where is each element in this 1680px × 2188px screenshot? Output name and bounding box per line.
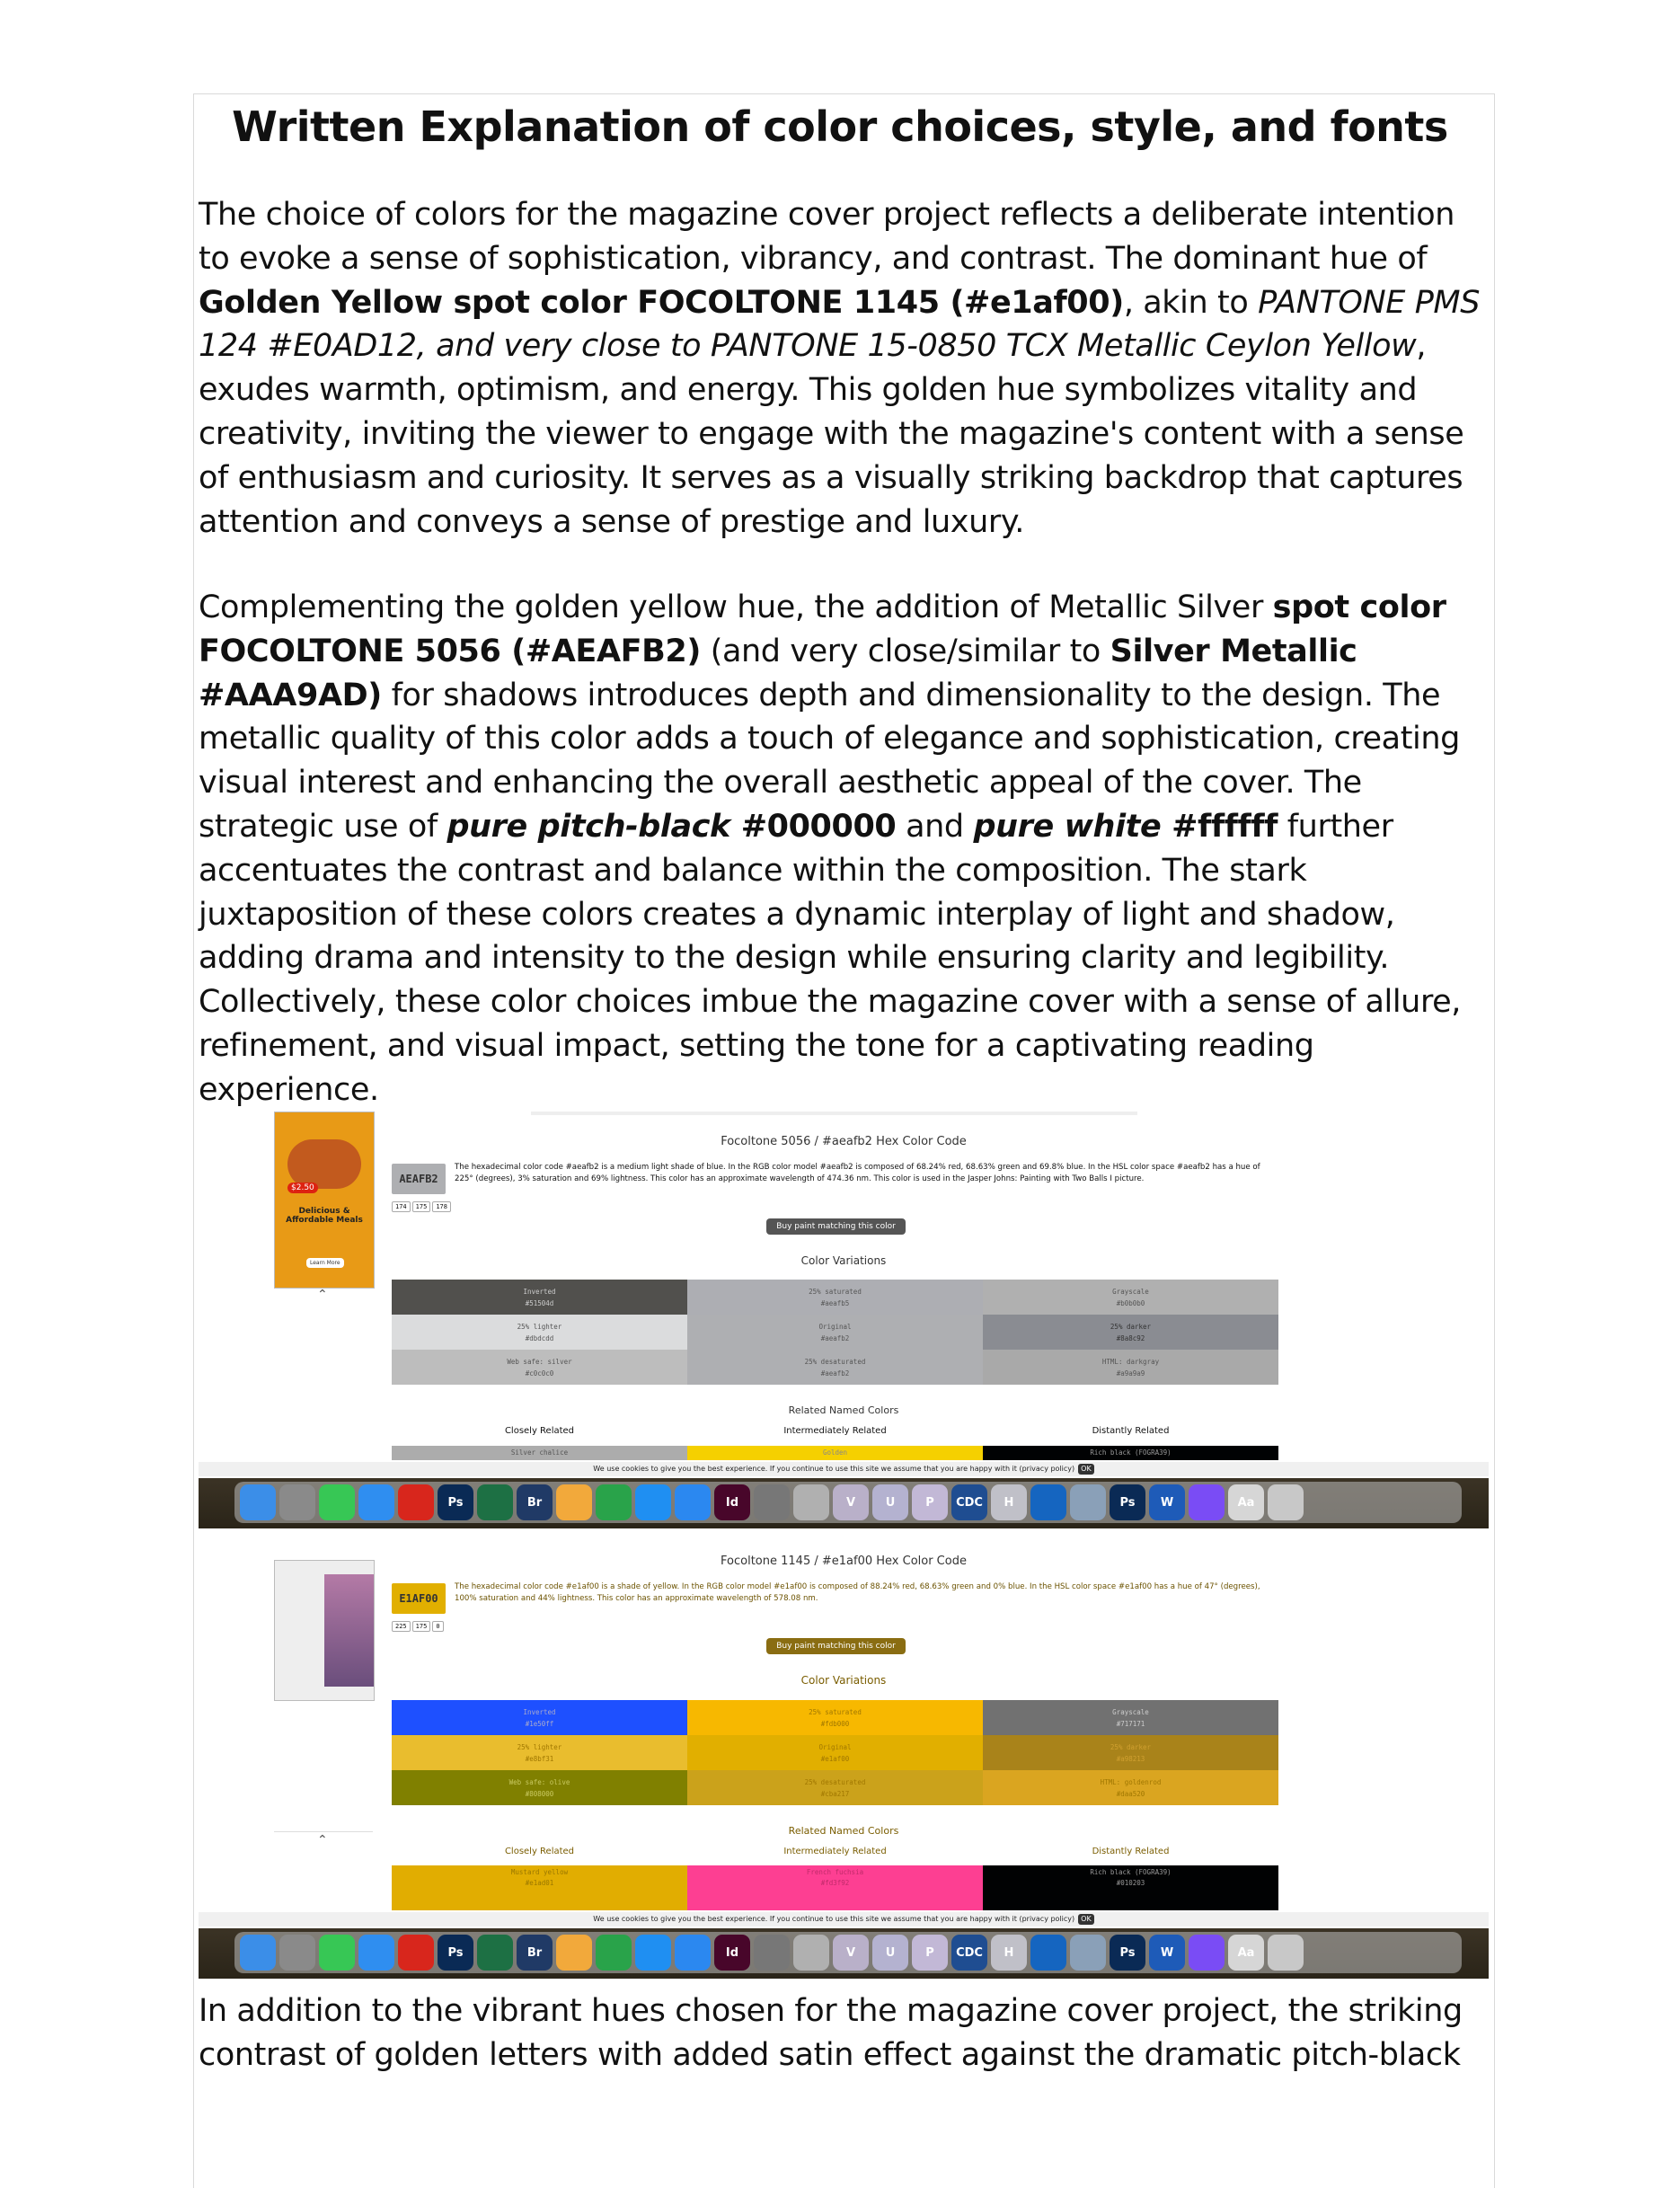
related-color-cell[interactable]: Rich black (FOGRA39) — [983, 1446, 1278, 1460]
color-variation-cell[interactable]: 25% darker #a98213 — [983, 1735, 1278, 1770]
color-variations-title: Color Variations — [800, 1674, 887, 1687]
car-icon[interactable] — [793, 1935, 829, 1971]
ad-price: $2.50 — [287, 1183, 318, 1193]
color-variation-cell[interactable]: Inverted #1e50ff — [392, 1700, 687, 1735]
numbers-icon[interactable] — [596, 1935, 632, 1971]
color-variation-cell[interactable]: Grayscale #b0b0b0 — [983, 1280, 1278, 1315]
photos-icon[interactable] — [556, 1935, 592, 1971]
mac-dock — [199, 1928, 1489, 1979]
page-title: Written Explanation of color choices, style, and fonts — [232, 102, 1448, 151]
hex-swatch: E1AF00 — [392, 1583, 446, 1614]
cookie-ok-button[interactable]: OK — [1078, 1464, 1094, 1475]
indesign-icon[interactable]: Id — [714, 1484, 750, 1520]
rgb-values: 225 175 0 — [392, 1621, 446, 1632]
rgb-values: 174 175 178 — [392, 1201, 453, 1212]
settings-icon[interactable] — [754, 1935, 790, 1971]
safari-icon[interactable] — [675, 1484, 711, 1520]
cookie-banner: We use cookies to give you the best experience. If you continue to use this site we assume that you are happy with it (privacy policy) OK — [199, 1912, 1489, 1927]
color-page-header: Focoltone 1145 / #e1af00 Hex Color Code — [721, 1555, 967, 1568]
color-variation-cell[interactable]: Web safe: olive #808000 — [392, 1770, 687, 1805]
mac-dock — [199, 1478, 1489, 1528]
app-store-icon[interactable] — [635, 1484, 671, 1520]
p-app-icon[interactable]: P — [912, 1484, 948, 1520]
color-variations-title: Color Variations — [800, 1254, 887, 1267]
messages-icon[interactable] — [319, 1484, 355, 1520]
messenger-icon[interactable] — [1189, 1484, 1225, 1520]
screenshot-focoltone-1145 — [199, 1535, 1489, 1993]
settings-icon[interactable] — [754, 1484, 790, 1520]
related-color-cell[interactable]: Rich black (FOGRA39) #010203 — [983, 1865, 1278, 1910]
color-variation-cell[interactable]: 25% lighter #dbdcdd — [392, 1315, 687, 1350]
cookie-banner: We use cookies to give you the best experience. If you continue to use this site we assume that you are happy with it (privacy policy) OK — [199, 1462, 1489, 1476]
finder-icon[interactable] — [240, 1935, 276, 1971]
excel-icon[interactable] — [477, 1935, 513, 1971]
color-variation-cell[interactable]: HTML: darkgray #a9a9a9 — [983, 1350, 1278, 1385]
top-bar — [531, 1112, 1137, 1115]
cdc-icon[interactable]: CDC — [951, 1935, 987, 1971]
h-app-icon[interactable]: H — [991, 1935, 1027, 1971]
acrobat-icon[interactable] — [398, 1484, 434, 1520]
related-colors-row — [392, 1865, 1278, 1910]
photoshop-2-icon[interactable]: Ps — [1110, 1484, 1145, 1520]
bridge-icon[interactable]: Br — [517, 1935, 553, 1971]
messages-icon[interactable] — [319, 1935, 355, 1971]
buy-paint-button[interactable]: Buy paint matching this color — [766, 1638, 906, 1654]
color-description: The hexadecimal color code #e1af00 is a shade of yellow. In the RGB color model #e1af00 is composed of 88.24% red, 68.63% green and 0% blue. In the HSL color space #e1af00 has a hue of 47° (degrees), 100% saturation and 44% lightness. This color has an approximate wavelength of 578.08 nm. — [455, 1582, 1260, 1603]
dock-bar — [234, 1932, 1462, 1973]
paragraph-colors-silver: Complementing the golden yellow hue, the addition of Metallic Silver spot color FOCOLTONE 5056 (#AEAFB2) (and very close/similar to Silver Metallic #AAA9AD) for shadows introduces depth and dimensionality to the design. The metallic quality of this color adds a touch of elegance and sophistication, creating visual interest and enhancing the overall aesthetic appeal of the cover. The strategic use of pure pitch-black #000000 and pure white #ffffff further accentuates the contrast and balance within the composition. The stark juxtaposition of these colors creates a dynamic interplay of light and shadow, adding drama and intensity to the design while ensuring clarity and legibility. Collectively, these color choices imbue the magazine cover with a sense of allure, refinement, and visual impact, setting the tone for a captivating reading experience. — [199, 589, 1462, 1108]
cookie-ok-button[interactable]: OK — [1078, 1914, 1094, 1925]
ad-learn-more-button[interactable]: Learn More — [306, 1258, 344, 1268]
acrobat-icon[interactable] — [398, 1935, 434, 1971]
related-colors-title: Related Named Colors — [788, 1404, 899, 1416]
cdc-icon[interactable]: CDC — [951, 1484, 987, 1520]
u-app-icon[interactable]: U — [872, 1935, 908, 1971]
related-colors-title: Related Named Colors — [788, 1825, 899, 1837]
photoshop-icon[interactable]: Ps — [438, 1935, 473, 1971]
color-variation-cell[interactable]: 25% darker #8a8c92 — [983, 1315, 1278, 1350]
related-color-cell[interactable]: Golden — [687, 1446, 983, 1460]
word-icon[interactable]: W — [1149, 1484, 1185, 1520]
related-colors-row — [392, 1446, 1278, 1460]
screenshot-focoltone-5056 — [199, 1112, 1489, 1538]
h-app-icon[interactable]: H — [991, 1484, 1027, 1520]
paragraph-contrast: In addition to the vibrant hues chosen for the magazine cover project, the striking contrast of golden letters with added satin effect against the dramatic pitch-black — [199, 1993, 1463, 2073]
trash-icon[interactable] — [1268, 1484, 1304, 1520]
chevron-up-icon[interactable]: ⌃ — [317, 1288, 328, 1302]
color-variation-cell[interactable]: Inverted #51504d — [392, 1280, 687, 1315]
chevron-up-icon[interactable]: ⌃ — [317, 1833, 328, 1847]
ad-title: Delicious & Affordable Meals — [286, 1207, 363, 1225]
outlook-icon[interactable] — [1030, 1935, 1066, 1971]
paragraph-colors-golden: The choice of colors for the magazine cover project reflects a deliberate intention to evoke a sense of sophistication, vibrancy, and contrast. The dominant hue of Golden Yellow spot color FOCOLTONE 1145 (#e1af00), akin to PANTONE PMS 124 #E0AD12, and very close to PANTONE 15-0850 TCX Metallic Ceylon Yellow, exudes warmth, optimism, and energy. This golden hue symbolizes vitality and creativity, inviting the viewer to engage with the magazine's content with a sense of enthusiasm and curiosity. It serves as a visually striking backdrop that captures attention and conveys a sense of prestige and luxury. — [199, 197, 1481, 540]
outlook-icon[interactable] — [1030, 1484, 1066, 1520]
launchpad-icon[interactable] — [279, 1935, 315, 1971]
photos-icon[interactable] — [556, 1484, 592, 1520]
bridge-icon[interactable]: Br — [517, 1484, 553, 1520]
color-variation-cell[interactable]: 25% desaturated #cba217 — [687, 1770, 983, 1805]
photoshop-icon[interactable]: Ps — [438, 1484, 473, 1520]
hex-swatch: AEAFB2 — [392, 1164, 446, 1194]
preview-icon[interactable] — [1070, 1935, 1106, 1971]
color-description: The hexadecimal color code #aeafb2 is a medium light shade of blue. In the RGB color model #aeafb2 is composed of 68.24% red, 68.63% green and 69.8% blue. In the HSL color space #aeafb2 has a hue of 225° (degrees), 3% saturation and 69% lightness. This color has an approximate wavelength of 474.36 nm. This color is used in the Jasper Johns: Painting with Two Balls I picture. — [455, 1163, 1260, 1183]
color-variation-cell[interactable]: 25% lighter #e8bf31 — [392, 1735, 687, 1770]
launchpad-icon[interactable] — [279, 1484, 315, 1520]
car-icon[interactable] — [793, 1484, 829, 1520]
color-variation-cell[interactable]: HTML: goldenrod #daa520 — [983, 1770, 1278, 1805]
color-variation-cell[interactable]: Original #aeafb2 — [687, 1315, 983, 1350]
color-variation-cell[interactable]: 25% desaturated #aeafb2 — [687, 1350, 983, 1385]
color-variation-cell[interactable]: Grayscale #717171 — [983, 1700, 1278, 1735]
u-app-icon[interactable]: U — [872, 1484, 908, 1520]
buy-paint-button[interactable]: Buy paint matching this color — [766, 1218, 906, 1235]
color-variation-cell[interactable]: Original #e1af00 — [687, 1735, 983, 1770]
font-book-icon[interactable]: Aa — [1228, 1484, 1264, 1520]
excel-icon[interactable] — [477, 1484, 513, 1520]
portrait-photo — [324, 1574, 374, 1687]
v-app-icon[interactable]: V — [833, 1935, 869, 1971]
numbers-icon[interactable] — [596, 1484, 632, 1520]
trash-icon[interactable] — [1268, 1935, 1304, 1971]
related-color-cell[interactable]: French fuchsia #fd3f92 — [687, 1865, 983, 1910]
finder-icon[interactable] — [240, 1484, 276, 1520]
related-headings: Closely Related Intermediately Related Distantly Related — [504, 1847, 1170, 1856]
p-app-icon[interactable]: P — [912, 1935, 948, 1971]
color-variation-cell[interactable]: 25% saturated #fdb000 — [687, 1700, 983, 1735]
app-store-icon[interactable] — [635, 1935, 671, 1971]
dock-bar — [234, 1482, 1462, 1523]
photoshop-2-icon[interactable]: Ps — [1110, 1935, 1145, 1971]
color-variation-cell[interactable]: 25% saturated #aeafb5 — [687, 1280, 983, 1315]
color-page-header: Focoltone 5056 / #aeafb2 Hex Color Code — [721, 1135, 967, 1148]
word-icon[interactable]: W — [1149, 1935, 1185, 1971]
preview-icon[interactable] — [1070, 1484, 1106, 1520]
safari-icon[interactable] — [675, 1935, 711, 1971]
related-headings: Closely Related Intermediately Related Distantly Related — [504, 1426, 1170, 1436]
mail-icon[interactable] — [358, 1484, 394, 1520]
mail-icon[interactable] — [358, 1935, 394, 1971]
font-book-icon[interactable]: Aa — [1228, 1935, 1264, 1971]
color-variations-grid — [392, 1280, 1278, 1385]
related-color-cell[interactable]: Mustard yellow #e1ad01 — [392, 1865, 687, 1910]
color-variations-grid — [392, 1700, 1278, 1805]
related-color-cell[interactable]: Silver chalice — [392, 1446, 687, 1460]
v-app-icon[interactable]: V — [833, 1484, 869, 1520]
indesign-icon[interactable]: Id — [714, 1935, 750, 1971]
color-variation-cell[interactable]: Web safe: silver #c0c0c0 — [392, 1350, 687, 1385]
messenger-icon[interactable] — [1189, 1935, 1225, 1971]
